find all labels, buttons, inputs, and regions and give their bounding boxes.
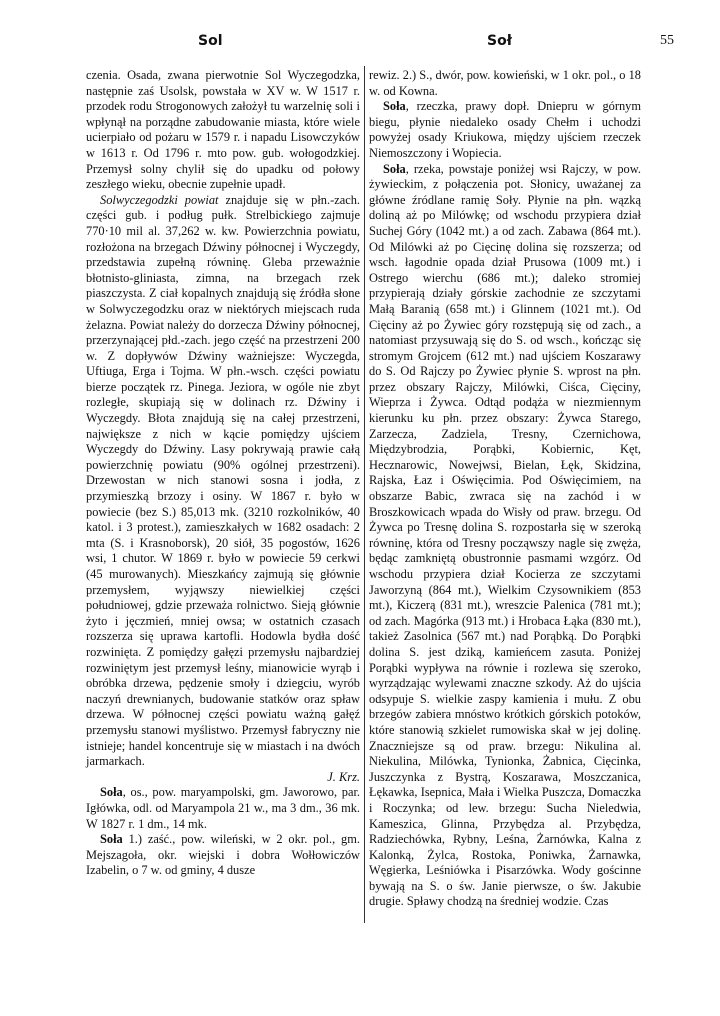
entry-heading: Soła	[383, 99, 406, 114]
entry-sola-maryampolski	[86, 785, 360, 832]
running-header-left: Sol	[198, 33, 223, 49]
entry-solwyczegodzki-powiat	[86, 193, 360, 770]
entry-text: znajduje się w płn.-zach. części gub. i podług pułk. Strelbickiego zajmuje 770·10 mil al. 37,262 w. kw. Powierzchnia powiatu, rozłożona na brzegach Dźwiny północnej i Wyczegdy, przedstawia zupełną równinę. Gleba przeważnie błotnisto-gliniasta, zimna, na brzegach rzek piaszczysta. Z ciał kopalnych znajdują się źródła słone w Solwyczegodzku oraz w niektórych miejscach ruda żelazna. Powiat należy do dorzecza Dźwiny północnej, przerzynającej płd.-zach. jego część na przestrzeni 200 w. Z dopływów Dźwiny ważniejsze: Wyczegda, Uftiuga, Erga i Tojma. W płn.-wsch. części powiatu bierze początek rz. Pinega. Jeziora, w ogóle nie zbyt rozległe, skupiają się w dolinach rz. Dźwiny i Wyczegdy. Błota znajdują się na całej przestrzeni, największe z nich w kącie pomiędzy ujściem Wyczegdy do Dźwiny. Lasy pokrywają prawie całą powierzchnię powiatu (90% ogólnej przestrzeni). Drzewostan w nich stanowi sosna i jodła, z przymieszką brzozy i osiny. W 1867 r. było w powiecie (bez S.) 85,013 mk. (3210 rozkolników, 40 katol. i 3 protest.), zamieszkałych w 1682 osadach: 2 mta (S. i Krasnoborsk), 20 siół, 35 pogostów, 1626 wsi, 1 chutor. W 1869 r. było w powiecie 59 cerkwi (45 murowanych). Mieszkańcy zajmują się głównie przemysłem, wyjąwszy niewielkiej części południowej, gdzie przeważa rolnictwo. Sieją głównie żyto i jęczmień, mniej owsa; w ostatnich czasach rozszerza się uprawa kartofli. Hodowla bydła dość rozwinięta. Z pomiędzy gałęzi przemysłu najbardziej rozwiniętym jest przemysł leśny, mianowicie wyrąb i obróbka drzewa, pędzenie smoły i dziegciu, wyrób naczyń drewnianych, budowanie statków oraz spław drzewa. W północnej części powiatu ważną gałęź przemysłu stanowi myślistwo. Przemysł fabryczny nie istnieje; handel koncentruje się w miastach i na dwóch jarmarkach.	[86, 192, 360, 769]
right-column	[369, 68, 641, 910]
entry-sola-rzeczka	[369, 99, 641, 161]
left-column	[86, 68, 360, 879]
entry-heading: Solwyczegodzki powiat	[100, 192, 219, 207]
entry-text: , os., pow. maryampolski, gm. Jaworowo, par. Igłówka, odl. od Maryampola 21 w., ma 3 dm., 36 mk. W 1827 r. 1 dm., 14 mk.	[86, 785, 360, 831]
entry-sola-wilenski	[86, 832, 360, 879]
entry-text: , rzeczka, prawy dopł. Dniepru w górnym biegu, płynie niedaleko osady Chełm i uchodzi powyżej osady Kriukowa, między ujściem rzeczek Niemoszczony i Wopiecia.	[369, 99, 641, 160]
column-divider	[364, 66, 365, 923]
author-signature: J. Krz.	[327, 769, 360, 784]
entry-heading: Soła	[383, 161, 406, 176]
entry-sola-rzeka	[369, 162, 641, 911]
entry-sola-kowienski: rewiz. 2.) S., dwór, pow. kowieński, w 1 okr. pol., o 18 w. od Kowna.	[369, 68, 641, 98]
entry-sol-continuation: czenia. Osada, zwana pierwotnie Sol Wyczegodzka, następnie zaś Usolsk, powstała w XV w. W 1517 r. przodek rodu Strogonowych założył tu warzelnię soli i wpłynął na porządne zabudowanie miasta, które wiele ucierpiało od pożaru w 1579 r. i napadu Lisowczyków w 1613 r. Od 1796 r. mto pow. gub. wołogodzkiej. Przemysł solny chylił się do upadku od połowy zeszłego wieku, obecnie zupełnie upadł.	[86, 68, 360, 192]
entry-text: , rzeka, powstaje poniżej wsi Rajczy, w pow. żywieckim, z połączenia pot. Słonicy, uważanej za główne źródlane ramię Soły. Płynie na płn. wązką doliną aż po Milówkę; od wschodu przypiera dział Suchej Góry (1042 mt.) a od zach. Zabawa (864 mt.). Od Milówki aż po Cięcinę dolina się rozszerza; od wsch. łagodnie opada dział Prusowa (1009 mt.) i Ostrego wierchu (686 mt.); daleko stromiej przypierają działy górskie zachodnie ze szczytami Małą Baranią (658 mt.) i Glinnem (1021 mt.). Od Cięciny aż po Żywiec góry rozstępują się od zach., a natomiast przysuwają się do S. od wsch., kończąc się stromym Grojcem (612 mt.) nad ujściem Koszarawy do S. Od Rajczy po Żywiec płynie S. wprost na płn. przez obszary Rajczy, Milówki, Ciśca, Cięciny, Wieprza i Żywca. Odtąd podąża w niezmiennym kierunku ku płn. przez obszary: Żywca Starego, Zarzecza, Zadziela, Tresny, Czernichowa, Międzybrodzia, Porąbki, Kobiernic, Kęt, Hecznarowic, Nowejwsi, Bielan, Łęk, Skidzina, Rajska, Łaz i Oświęcimia. Pod Oświęcimiem, na obszarze Babic, zwraca się na zachód i w Broszkowicach wpada do Wisły od praw. brzegu. Od Żywca po Tresnę dolina S. rozpostarła się w szeroką równinę, która od Tresny począwszy nagle się zwęża, będąc zamkniętą obustronnie pasmami wzgórz. Od wschodu przypiera dział Kocierza ze szczytami Jaworzyną (864 mt.), Wielkim Czysownikiem (853 mt.), Kiczerą (831 mt.), wreszcie Palenica (781 mt.); od zach. Magórka (913 mt.) i Hrobaca Łąka (830 mt.), takież Zasolnica (567 mt.) nad Porąbką. Do Porąbki dolina S. jest dziką, kamieńcem zasuta. Poniżej Porąbki wypływa na równie i rozlewa się szeroko, wyrządzając wylewami znaczne szkody. Aż do ujścia odsypuje S. wielkie zaspy kamienia i mułu. Z obu brzegów zabiera mnóstwo krótkich górskich potoków, które stanowią szkielet rumowiska skał w jej dolinę. Znaczniejsze są od praw. brzegu: Nikulina al. Niekulina, Milówka, Tynionka, Żabnica, Cięcinka, Juszczynka z Bystrą, Koszarawa, Moszczanica, Łękawka, Isepnica, Mała i Wielka Puszcza, Domaczka i Roczynka; od lew. brzegu: Sucha Nieledwia, Kameszica, Glinna, Przybędza al. Przybędza, Radziechówka, Rybny, Leśna, Żarnówka, Kalna z Kalonką, Żylca, Rostoka, Poniwka, Żarnawka, Węgierka, Leśniówka i Pisarzówka. Wody gościnne bywają na S. o św. Janie pierwsze, o św. Jakubie drugie. Spławy chodzą na średniej wodzie. Czas	[369, 161, 641, 909]
entry-text: 1.) zaść., pow. wileński, w 2 okr. pol., gm. Mejszagoła, okr. wiejski i dobra Wołłowiczów Izabelin, o 7 w. od gminy, 4 dusze	[86, 832, 360, 878]
entry-heading: Soła	[100, 785, 123, 800]
page-number: 55	[660, 33, 674, 48]
entry-heading: Soła	[100, 832, 123, 847]
running-header-center: Soł	[487, 33, 512, 49]
